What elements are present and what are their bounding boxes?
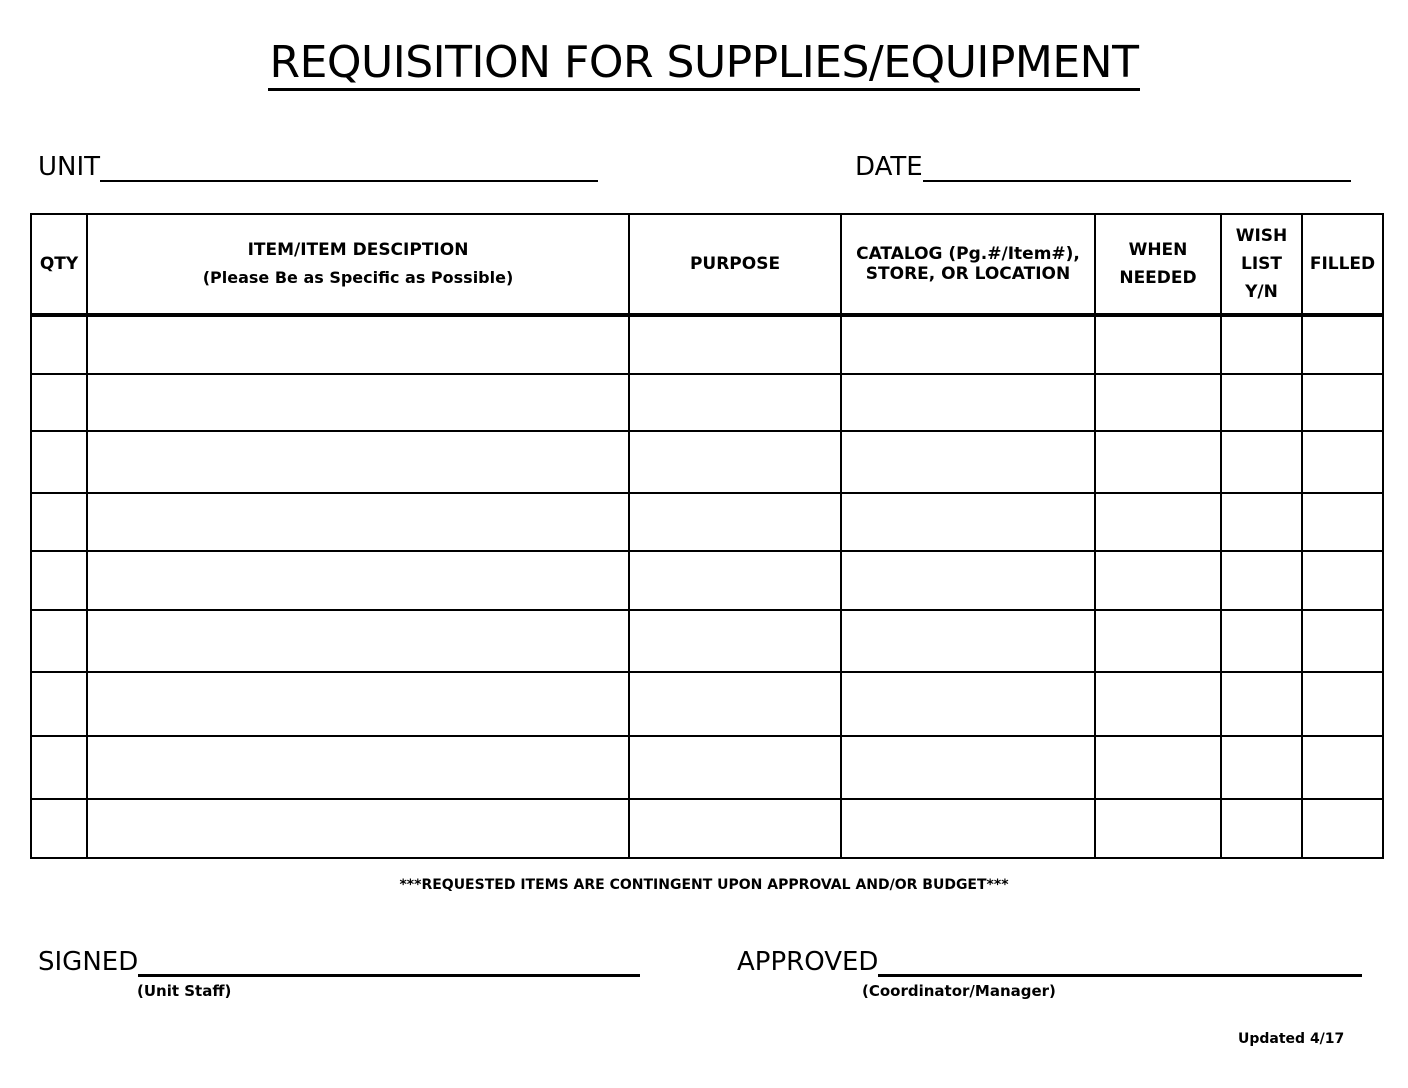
unit-input-line[interactable] [100,154,598,182]
table-row [31,736,1383,799]
purpose-cell[interactable] [629,736,841,799]
qty-cell[interactable] [31,431,87,493]
approved-sublabel: (Coordinator/Manager) [862,982,1056,1000]
table-body [31,315,1383,858]
catalog-cell[interactable] [841,736,1095,799]
item-cell[interactable] [87,672,629,736]
when-needed-cell[interactable] [1095,315,1221,374]
table-row [31,610,1383,672]
purpose-cell[interactable] [629,610,841,672]
header-when-line1: WHEN [1128,240,1188,260]
item-cell[interactable] [87,551,629,610]
table-row [31,374,1383,431]
catalog-cell[interactable] [841,374,1095,431]
when-needed-cell[interactable] [1095,736,1221,799]
purpose-cell[interactable] [629,374,841,431]
wish-list-cell[interactable] [1221,736,1302,799]
qty-cell[interactable] [31,672,87,736]
table-row [31,799,1383,858]
header-filled: FILLED [1302,214,1383,315]
header-catalog [841,214,1095,315]
qty-cell[interactable] [31,610,87,672]
catalog-cell[interactable] [841,610,1095,672]
wish-list-cell[interactable] [1221,374,1302,431]
filled-cell[interactable] [1302,799,1383,858]
catalog-cell[interactable] [841,493,1095,551]
qty-cell[interactable] [31,736,87,799]
when-needed-cell[interactable] [1095,551,1221,610]
header-catalog-line1: CATALOG (Pg.#/Item#), [856,244,1080,264]
signed-field[interactable] [38,947,640,977]
item-cell[interactable] [87,799,629,858]
date-input-line[interactable] [923,154,1351,182]
header-wish-line1: WISH [1235,226,1288,246]
wish-list-cell[interactable] [1221,315,1302,374]
header-item-subtitle: (Please Be as Specific as Possible) [202,268,514,287]
header-wish-list [1221,214,1302,315]
approval-notice: ***REQUESTED ITEMS ARE CONTINGENT UPON APPROVAL AND/OR BUDGET*** [399,877,1009,893]
when-needed-cell[interactable] [1095,672,1221,736]
header-when-line2: NEEDED [1119,268,1197,288]
catalog-cell[interactable] [841,431,1095,493]
header-qty: QTY [31,214,87,315]
wish-list-cell[interactable] [1221,672,1302,736]
header-when-needed [1095,214,1221,315]
header-item [87,214,629,315]
wish-list-cell[interactable] [1221,431,1302,493]
item-cell[interactable] [87,374,629,431]
catalog-cell[interactable] [841,672,1095,736]
item-cell[interactable] [87,610,629,672]
when-needed-cell[interactable] [1095,431,1221,493]
filled-cell[interactable] [1302,551,1383,610]
signed-label: SIGNED [38,947,139,977]
header-wish-line3: Y/N [1245,282,1278,302]
when-needed-cell[interactable] [1095,610,1221,672]
unit-label: UNIT [38,152,101,182]
filled-cell[interactable] [1302,431,1383,493]
header-wish-line2: LIST [1241,254,1282,274]
purpose-cell[interactable] [629,493,841,551]
qty-cell[interactable] [31,315,87,374]
qty-cell[interactable] [31,551,87,610]
item-cell[interactable] [87,736,629,799]
when-needed-cell[interactable] [1095,799,1221,858]
catalog-cell[interactable] [841,551,1095,610]
wish-list-cell[interactable] [1221,551,1302,610]
signed-input-line[interactable] [138,948,640,977]
table-row [31,315,1383,374]
when-needed-cell[interactable] [1095,374,1221,431]
catalog-cell[interactable] [841,799,1095,858]
item-cell[interactable] [87,315,629,374]
catalog-cell[interactable] [841,315,1095,374]
table-row [31,551,1383,610]
purpose-cell[interactable] [629,315,841,374]
item-cell[interactable] [87,493,629,551]
header-purpose: PURPOSE [629,214,841,315]
table-header-row [31,214,1383,315]
wish-list-cell[interactable] [1221,610,1302,672]
header-item-title: ITEM/ITEM DESCIPTION [247,240,469,260]
filled-cell[interactable] [1302,610,1383,672]
date-field[interactable] [855,152,1351,182]
wish-list-cell[interactable] [1221,799,1302,858]
updated-date: Updated 4/17 [1238,1031,1345,1047]
qty-cell[interactable] [31,799,87,858]
item-cell[interactable] [87,431,629,493]
qty-cell[interactable] [31,493,87,551]
table-row [31,493,1383,551]
form-title-wrap [0,38,1408,91]
unit-field[interactable] [38,152,598,182]
purpose-cell[interactable] [629,799,841,858]
approved-field[interactable] [737,947,1362,977]
table-row [31,431,1383,493]
filled-cell[interactable] [1302,493,1383,551]
purpose-cell[interactable] [629,551,841,610]
filled-cell[interactable] [1302,374,1383,431]
form-title: REQUISITION FOR SUPPLIES/EQUIPMENT [268,38,1141,91]
filled-cell[interactable] [1302,672,1383,736]
requisition-table [30,213,1384,859]
qty-cell[interactable] [31,374,87,431]
signed-sublabel: (Unit Staff) [137,982,232,1000]
date-label: DATE [855,152,923,182]
approved-input-line[interactable] [878,948,1362,977]
when-needed-cell[interactable] [1095,493,1221,551]
header-catalog-line2: STORE, OR LOCATION [865,264,1071,284]
purpose-cell[interactable] [629,431,841,493]
wish-list-cell[interactable] [1221,493,1302,551]
approved-label: APPROVED [737,947,879,977]
filled-cell[interactable] [1302,736,1383,799]
purpose-cell[interactable] [629,672,841,736]
filled-cell[interactable] [1302,315,1383,374]
table-row [31,672,1383,736]
